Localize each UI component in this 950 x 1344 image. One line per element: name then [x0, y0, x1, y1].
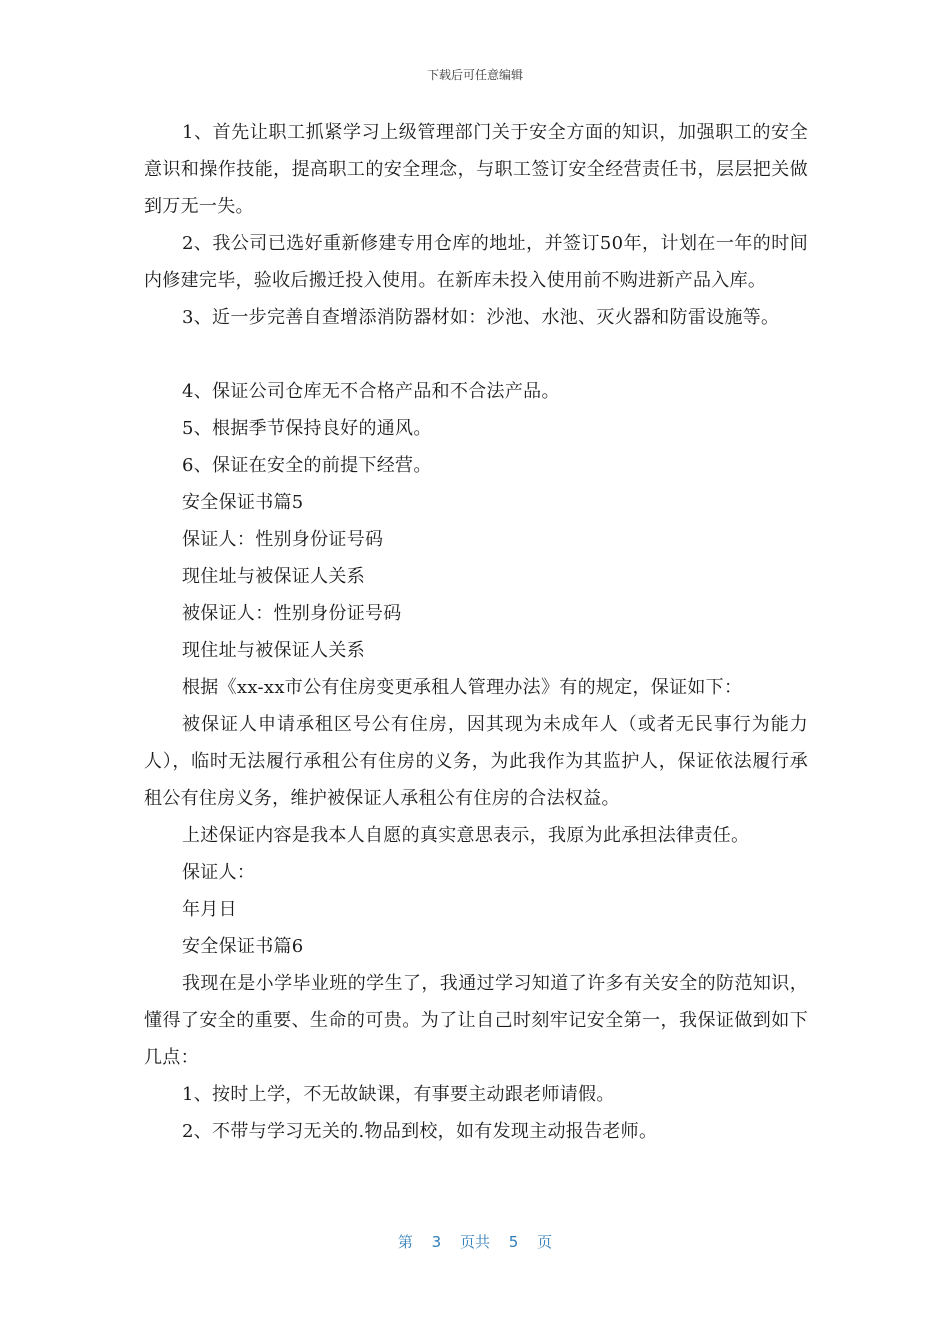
paragraph: 1、按时上学，不无故缺课，有事要主动跟老师请假。	[182, 1084, 615, 1105]
page-header: 下载后可任意编辑	[426, 68, 523, 82]
paragraph: 现住址与被保证人关系	[182, 640, 365, 661]
document-body	[144, 114, 808, 1150]
paragraph: 5、根据季节保持良好的通风。	[182, 418, 432, 439]
page-footer: 第 3 页共 5 页	[397, 1233, 553, 1251]
paragraph: 我现在是小学毕业班的学生了，我通过学习知道了许多有关安全的防范知识，懂得了安全的重要、生命的可贵。为了让自己时刻牢记安全第一，我保证做到如下几点：	[144, 973, 808, 1068]
paragraph: 2、不带与学习无关的.物品到校，如有发现主动报告老师。	[182, 1121, 658, 1142]
paragraph: 被保证人申请承租区号公有住房，因其现为未成年人（或者无民事行为能力人），临时无法履行承租公有住房的义务，为此我作为其监护人，保证依法履行承租公有住房义务，维护被保证人承租公有住房的合法权益。	[144, 714, 808, 809]
paragraph: 现住址与被保证人关系	[182, 566, 365, 587]
paragraph: 根据《xx-xx市公有住房变更承租人管理办法》有的规定，保证如下：	[182, 677, 743, 698]
paragraph: 保证人：	[182, 862, 256, 883]
paragraph: 2、我公司已选好重新修建专用仓库的地址，并签订50年，计划在一年的时间内修建完毕，验收后搬迁投入使用。在新库未投入使用前不购进新产品入库。	[144, 233, 808, 291]
section-title: 安全保证书篇6	[182, 936, 304, 957]
paragraph: 3、近一步完善自查增添消防器材如：沙池、水池、灭火器和防雷设施等。	[182, 307, 780, 328]
section-title: 安全保证书篇5	[182, 492, 304, 513]
paragraph: 4、保证公司仓库无不合格产品和不合法产品。	[182, 381, 560, 402]
paragraph: 上述保证内容是我本人自愿的真实意思表示，我原为此承担法律责任。	[182, 825, 750, 846]
paragraph: 6、保证在安全的前提下经营。	[182, 455, 432, 476]
paragraph: 年月日	[182, 899, 237, 920]
paragraph: 1、首先让职工抓紧学习上级管理部门关于安全方面的知识，加强职工的安全意识和操作技能，提高职工的安全理念，与职工签订安全经营责任书，层层把关做到万无一失。	[144, 122, 808, 217]
paragraph: 保证人：性别身份证号码	[182, 529, 384, 550]
paragraph: 被保证人：性别身份证号码	[182, 603, 402, 624]
